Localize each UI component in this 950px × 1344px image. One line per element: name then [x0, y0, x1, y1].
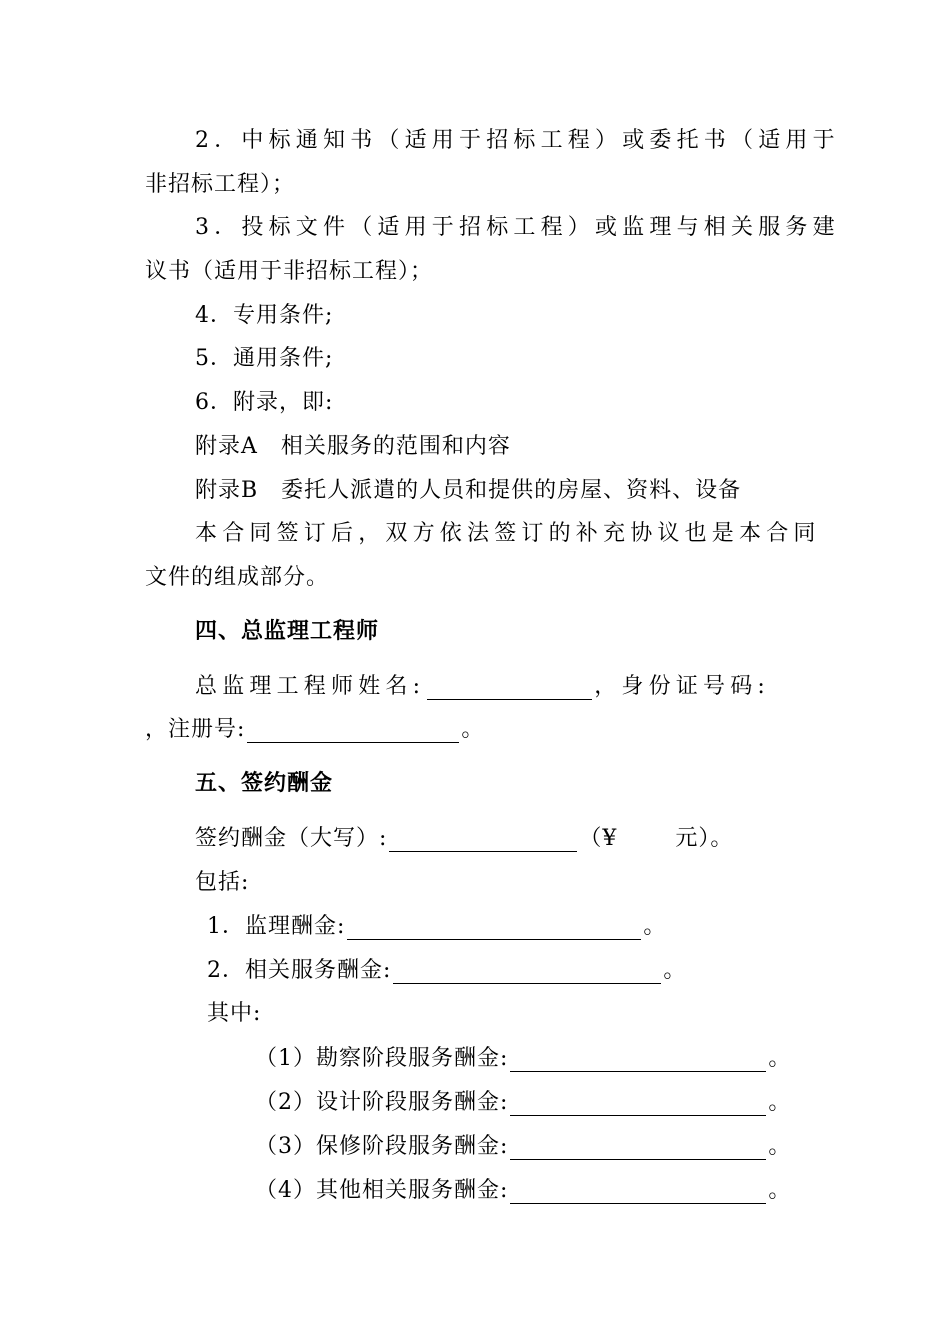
of-which-label: 其中:	[207, 1001, 262, 1026]
list-item-5: 5．通用条件;	[195, 346, 334, 371]
sub2-label: （2）设计阶段服务酬金:	[255, 1090, 509, 1115]
item2-period: 。	[663, 958, 687, 983]
name-label: 总监理工程师姓名:	[195, 674, 426, 699]
sub1-label: （1）勘察阶段服务酬金:	[255, 1046, 509, 1071]
item-related-service-fee	[207, 958, 686, 984]
fee-unit: 元）。	[675, 826, 734, 851]
item2-blank	[393, 959, 661, 984]
fee-blank	[389, 827, 577, 852]
list-item-2: 2．中标通知书（适用于招标工程）或委托书（适用于	[195, 128, 840, 153]
supplement-paragraph-cont: 文件的组成部分。	[145, 565, 330, 590]
chief-engineer-line	[195, 674, 770, 700]
name-blank	[427, 675, 592, 700]
sub-item-warranty	[255, 1134, 791, 1160]
sub1-period: 。	[768, 1046, 792, 1071]
item1-label: 1．监理酬金:	[207, 914, 346, 939]
registration-line	[145, 717, 484, 743]
item2-label: 2．相关服务酬金:	[207, 958, 392, 983]
appendix-b: 附录B 委托人派遣的人员和提供的房屋、资料、设备	[195, 478, 742, 503]
reg-blank	[247, 718, 459, 743]
list-item-3-cont: 议书（适用于非招标工程）；	[145, 259, 434, 284]
fee-line	[195, 826, 733, 852]
sub2-period: 。	[768, 1090, 792, 1115]
list-item-6: 6．附录，即:	[195, 390, 334, 415]
fee-currency: （¥	[579, 826, 618, 851]
sub1-blank	[510, 1047, 766, 1072]
list-item-4: 4．专用条件;	[195, 303, 334, 328]
sub2-blank	[510, 1091, 766, 1116]
sub3-label: （3）保修阶段服务酬金:	[255, 1134, 509, 1159]
item1-blank	[347, 915, 641, 940]
sub4-blank	[510, 1179, 766, 1204]
sub3-blank	[510, 1135, 766, 1160]
include-label: 包括:	[195, 870, 250, 895]
appendix-a: 附录A 相关服务的范围和内容	[195, 434, 511, 459]
item1-period: 。	[643, 914, 667, 939]
list-item-3: 3．投标文件（适用于招标工程）或监理与相关服务建	[195, 215, 840, 240]
sub-item-other	[255, 1178, 791, 1204]
fee-label: 签约酬金（大写）:	[195, 826, 388, 851]
item-supervision-fee	[207, 914, 666, 940]
section-4-heading: 四、总监理工程师	[195, 619, 380, 644]
id-label: ，身份证号码:	[594, 674, 771, 699]
sub4-label: （4）其他相关服务酬金:	[255, 1178, 509, 1203]
list-item-2-cont: 非招标工程）；	[145, 172, 296, 197]
sub3-period: 。	[768, 1134, 792, 1159]
reg-label: ，注册号:	[145, 717, 246, 742]
supplement-paragraph: 本合同签订后，双方依法签订的补充协议也是本合同	[195, 521, 821, 546]
sub4-period: 。	[768, 1178, 792, 1203]
reg-period: 。	[461, 717, 485, 742]
sub-item-design	[255, 1090, 791, 1116]
section-5-heading: 五、签约酬金	[195, 771, 334, 796]
sub-item-survey	[255, 1046, 791, 1072]
